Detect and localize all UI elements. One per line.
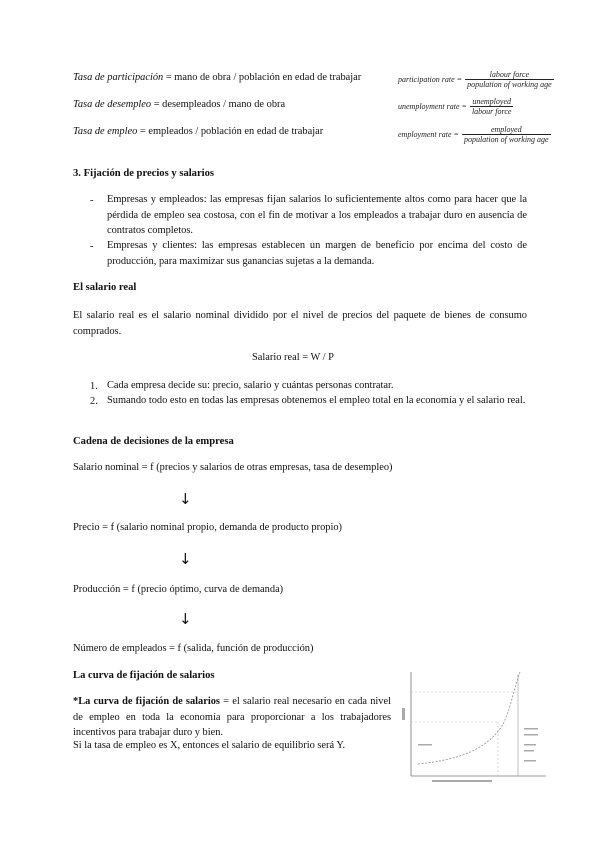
definition-text: = desempleados / mano de obra <box>151 99 286 110</box>
definition-employment <box>73 126 323 137</box>
formula-numerator: labour force <box>465 70 554 80</box>
formula-numerator: unemployed <box>470 97 513 107</box>
list-number-2: 2. <box>90 396 98 407</box>
salario-real-title: El salario real <box>73 282 137 293</box>
definition-participation <box>73 72 361 83</box>
formula-numerator: employed <box>462 125 551 135</box>
bullet-item-1: Empresas y empleados: las empresas fijan salarios lo suficientemente altos como para hacer que la pérdida de empleo sea costosa, con el fin de motivar a los empleados a trabajar duro en ausencia de contratos completos. <box>107 194 527 236</box>
cadena-step-3: Producción = f (precio óptimo, curva de demanda) <box>73 584 284 595</box>
definition-text: = mano de obra / población en edad de trabajar <box>163 72 362 83</box>
term: Tasa de desempleo <box>73 99 152 110</box>
section-3-title: 3. Fijación de precios y salarios <box>73 168 215 179</box>
salario-real-formula: Salario real = W / P <box>252 352 334 363</box>
cadena-step-1: Salario nominal = f (precios y salarios de otras empresas, tasa de desempleo) <box>73 462 393 473</box>
salario-real-paragraph: El salario real es el salario nominal dividido por el nivel de precios del paquete de bienes de consumo comprados. <box>73 310 527 337</box>
bullet-dash: - <box>90 241 94 252</box>
curva-equilibrium-text: Si la tasa de empleo es X, entonces el salario de equilibrio será Y. <box>73 740 346 751</box>
list-item-1: Cada empresa decide su: precio, salario y cuántas personas contratar. <box>107 380 394 391</box>
cadena-title: Cadena de decisiones de la empresa <box>73 436 234 447</box>
formula-lhs: employment rate = <box>398 130 459 139</box>
curva-title: La curva de fijación de salarios <box>73 670 215 681</box>
term: Tasa de empleo <box>73 126 138 137</box>
bullet-dash: - <box>90 195 94 206</box>
formula-participation <box>398 70 554 89</box>
formula-denominator: labour force <box>471 107 512 116</box>
list-number-1: 1. <box>90 381 98 392</box>
definition-unemployment <box>73 99 285 110</box>
formula-denominator: population of working age <box>467 80 552 89</box>
term: Tasa de participación <box>73 72 164 83</box>
down-arrow-icon: ↓ <box>179 490 192 508</box>
wage-setting-curve-figure <box>398 664 554 788</box>
list-item-2: Sumando todo esto en todas las empresas obtenemos el empleo total en la economía y el salario real. <box>107 395 526 406</box>
down-arrow-icon: ↓ <box>179 610 192 628</box>
curva-lead-bold: *La curva de fijación de salarios <box>73 696 220 707</box>
definition-text: = empleados / población en edad de trabajar <box>137 126 324 137</box>
cadena-step-4: Número de empleados = f (salida, función de producción) <box>73 643 314 654</box>
bullet-item-2: Empresas y clientes: las empresas establecen un margen de beneficio por encima del costo de producción, para maximizar sus ganancias sujetas a la demanda. <box>107 240 527 267</box>
cadena-step-2: Precio = f (salario nominal propio, demanda de producto propio) <box>73 522 343 533</box>
curva-paragraph <box>73 694 391 741</box>
formula-lhs: participation rate = <box>398 75 463 84</box>
formula-unemployment <box>398 97 513 116</box>
formula-denominator: population of working age <box>463 135 549 144</box>
formula-employment <box>398 125 551 144</box>
curva-lead-text: = el salario real necesario en cada nivel de empleo en toda la economía para proporcionar a los trabajadores incentivos para trabajar duro y bien. <box>73 696 391 738</box>
down-arrow-icon: ↓ <box>179 550 192 568</box>
formula-lhs: unemployment rate = <box>398 102 467 111</box>
